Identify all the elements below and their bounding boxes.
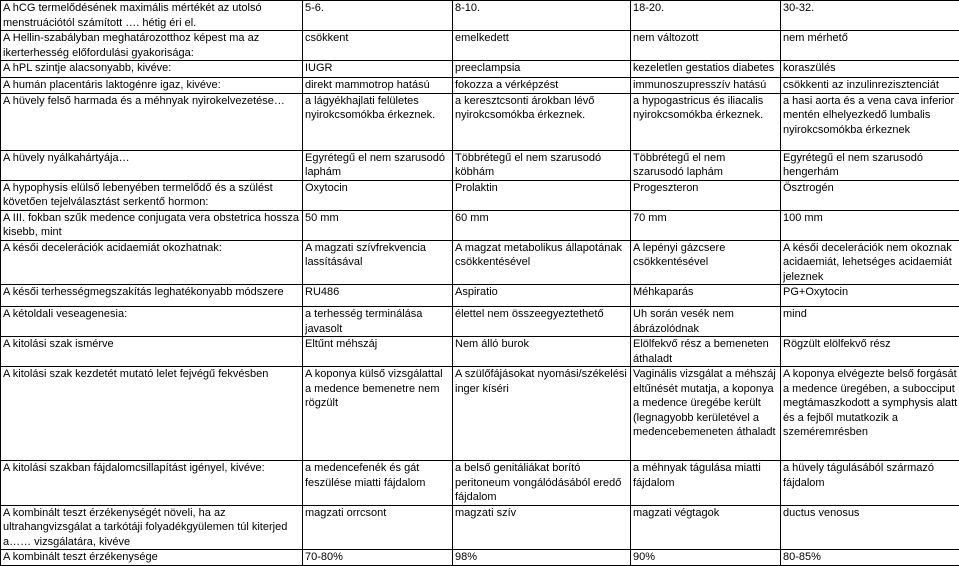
- question-cell: A hPL szintje alacsonyabb, kivéve:: [1, 61, 303, 78]
- table-row: [1, 61, 959, 78]
- question-cell: A hüvely felső harmada és a méhnyak nyirokelvezetése…: [1, 93, 303, 150]
- answer-option-d: a hasi aorta és a vena cava inferior mentén elhelyezkedő lumbalis nyirokcsomókba érkeznek: [781, 93, 959, 150]
- answer-option-b: a keresztcsonti árokban lévő nyirokcsomókba érkeznek.: [453, 93, 631, 150]
- answer-option-c: kezeletlen gestatios diabetes: [631, 61, 781, 78]
- answer-option-a: a terhesség terminálása javasolt: [303, 307, 453, 337]
- question-cell: A hypophysis elülső lebenyében termelődő és a szülést követően tejelválasztást serkentő hormon:: [1, 180, 303, 210]
- question-cell: A hüvely nyálkahártyája…: [1, 150, 303, 180]
- answer-option-c: a hypogastricus és iliacalis nyirokcsomókba érkeznek.: [631, 93, 781, 150]
- answer-option-d: a hüvely tágulásából származó fájdalom: [781, 461, 959, 506]
- question-cell: A kitolási szak kezdetét mutató lelet fejvégű fekvésben: [1, 367, 303, 461]
- answer-option-a: 5-6.: [303, 1, 453, 31]
- answer-option-b: Prolaktin: [453, 180, 631, 210]
- answer-option-c: Uh során vesék nem ábrázolódnak: [631, 307, 781, 337]
- answer-option-a: Egyrétegű el nem szarusodó laphám: [303, 150, 453, 180]
- question-cell: A késői decelerációk acidaemiát okozhatnak:: [1, 240, 303, 285]
- question-cell: A kombinált teszt érzékenysége: [1, 550, 303, 566]
- answer-option-a: Eltűnt méhszáj: [303, 337, 453, 367]
- answer-option-c: immunoszupresszív hatású: [631, 78, 781, 94]
- answer-option-c: magzati végtagok: [631, 505, 781, 550]
- question-cell: A kombinált teszt érzékenységét növeli, ha az ultrahangvizsgálat a tarkótáji folyadékgyülemen túl kiterjed a…… vizsgálatára, kivéve: [1, 505, 303, 550]
- answer-option-d: koraszülés: [781, 61, 959, 78]
- table-body: [1, 1, 959, 566]
- answer-option-a: A magzati szívfrekvencia lassításával: [303, 240, 453, 285]
- question-cell: A kitolási szak ismérve: [1, 337, 303, 367]
- table-row: [1, 307, 959, 337]
- answer-option-c: A lepényi gázcsere csökkentésével: [631, 240, 781, 285]
- answer-option-a: RU486: [303, 285, 453, 307]
- table-row: [1, 93, 959, 150]
- answer-option-d: A késői decelerációk nem okoznak acidaemiát, lehetséges acidaemiát jeleznek: [781, 240, 959, 285]
- answer-option-c: Többrétegű el nem szarusodó laphám: [631, 150, 781, 180]
- table-row: [1, 367, 959, 461]
- question-cell: A Hellin-szabályban meghatározotthoz képest ma az ikerterhesség előfordulási gyakorisága:: [1, 31, 303, 61]
- question-cell: A hCG termelődésének maximális mértékét az utolsó menstruációtól számított …. hétig éri el.: [1, 1, 303, 31]
- answer-option-a: csökkent: [303, 31, 453, 61]
- answer-option-a: magzati orrcsont: [303, 505, 453, 550]
- answer-option-d: 30-32.: [781, 1, 959, 31]
- answer-option-a: direkt mammotrop hatású: [303, 78, 453, 94]
- answer-option-c: Progeszteron: [631, 180, 781, 210]
- answer-option-a: Oxytocin: [303, 180, 453, 210]
- answer-option-b: magzati szív: [453, 505, 631, 550]
- answer-option-b: 60 mm: [453, 210, 631, 240]
- answer-option-b: preeclampsia: [453, 61, 631, 78]
- answer-option-b: élettel nem összeegyeztethető: [453, 307, 631, 337]
- answer-option-a: 50 mm: [303, 210, 453, 240]
- answer-option-c: Vaginális vizsgálat a méhszáj eltűnését mutatja, a koponya a medence üregébe került (legnagyobb kerületével a medencebemeneten áthaladt: [631, 367, 781, 461]
- answer-option-b: A szülőfájásokat nyomási/székelési inger kíséri: [453, 367, 631, 461]
- table-row: [1, 1, 959, 31]
- answer-option-b: Többrétegű el nem szarusodó köbhám: [453, 150, 631, 180]
- answer-option-a: 70-80%: [303, 550, 453, 566]
- table-row: [1, 550, 959, 566]
- answer-option-d: Rögzült elölfekvő rész: [781, 337, 959, 367]
- answer-option-b: emelkedett: [453, 31, 631, 61]
- answer-option-b: Aspiratio: [453, 285, 631, 307]
- table-row: [1, 180, 959, 210]
- answer-option-a: A koponya külső vizsgálattal a medence bemenetre nem rögzült: [303, 367, 453, 461]
- question-cell: A kétoldali veseagenesia:: [1, 307, 303, 337]
- table-row: [1, 505, 959, 550]
- answer-option-d: csökkenti az inzulinrezisztenciát: [781, 78, 959, 94]
- table-row: [1, 78, 959, 94]
- answer-option-a: a medencefenék és gát feszülése miatti fájdalom: [303, 461, 453, 506]
- table-row: [1, 210, 959, 240]
- answer-option-d: ductus venosus: [781, 505, 959, 550]
- question-cell: A késői terhességmegszakítás leghatékonyabb módszere: [1, 285, 303, 307]
- answer-option-b: Nem álló burok: [453, 337, 631, 367]
- table-row: [1, 150, 959, 180]
- answer-option-c: nem változott: [631, 31, 781, 61]
- table-row: [1, 337, 959, 367]
- question-cell: A kitolási szakban fájdalomcsillapítást igényel, kivéve:: [1, 461, 303, 506]
- table-row: [1, 31, 959, 61]
- table-row: [1, 240, 959, 285]
- answer-option-d: PG+Oxytocin: [781, 285, 959, 307]
- answer-option-a: IUGR: [303, 61, 453, 78]
- answer-option-a: a lágyékhajlati felületes nyirokcsomókba érkeznek.: [303, 93, 453, 150]
- answer-option-d: Egyrétegű el nem szarusodó hengerhám: [781, 150, 959, 180]
- answer-option-d: 80-85%: [781, 550, 959, 566]
- answer-option-b: A magzat metabolikus állapotának csökkentésével: [453, 240, 631, 285]
- answer-option-c: a méhnyak tágulása miatti fájdalom: [631, 461, 781, 506]
- answer-option-d: Ösztrogén: [781, 180, 959, 210]
- answer-option-c: 70 mm: [631, 210, 781, 240]
- answer-option-d: mind: [781, 307, 959, 337]
- table-row: [1, 461, 959, 506]
- question-cell: A humán placentáris laktogénre igaz, kivéve:: [1, 78, 303, 94]
- answer-option-c: Méhkaparás: [631, 285, 781, 307]
- answer-option-b: 8-10.: [453, 1, 631, 31]
- answer-option-c: 18-20.: [631, 1, 781, 31]
- answer-option-c: 90%: [631, 550, 781, 566]
- answer-option-b: a belső genitáliákat borító peritoneum vongálódásából eredő fájdalom: [453, 461, 631, 506]
- answer-option-d: nem mérhető: [781, 31, 959, 61]
- question-cell: A III. fokban szűk medence conjugata vera obstetrica hossza kisebb, mint: [1, 210, 303, 240]
- answer-option-c: Elölfekvő rész a bemeneten áthaladt: [631, 337, 781, 367]
- answer-option-b: fokozza a vérképzést: [453, 78, 631, 94]
- answer-option-d: A koponya elvégezte belső forgását a medence üregében, a subocciput megtámaszkodott a symphysis alatt és a fejből mutatkozik a szeméremrésben: [781, 367, 959, 461]
- table-row: [1, 285, 959, 307]
- answer-option-d: 100 mm: [781, 210, 959, 240]
- answer-option-b: 98%: [453, 550, 631, 566]
